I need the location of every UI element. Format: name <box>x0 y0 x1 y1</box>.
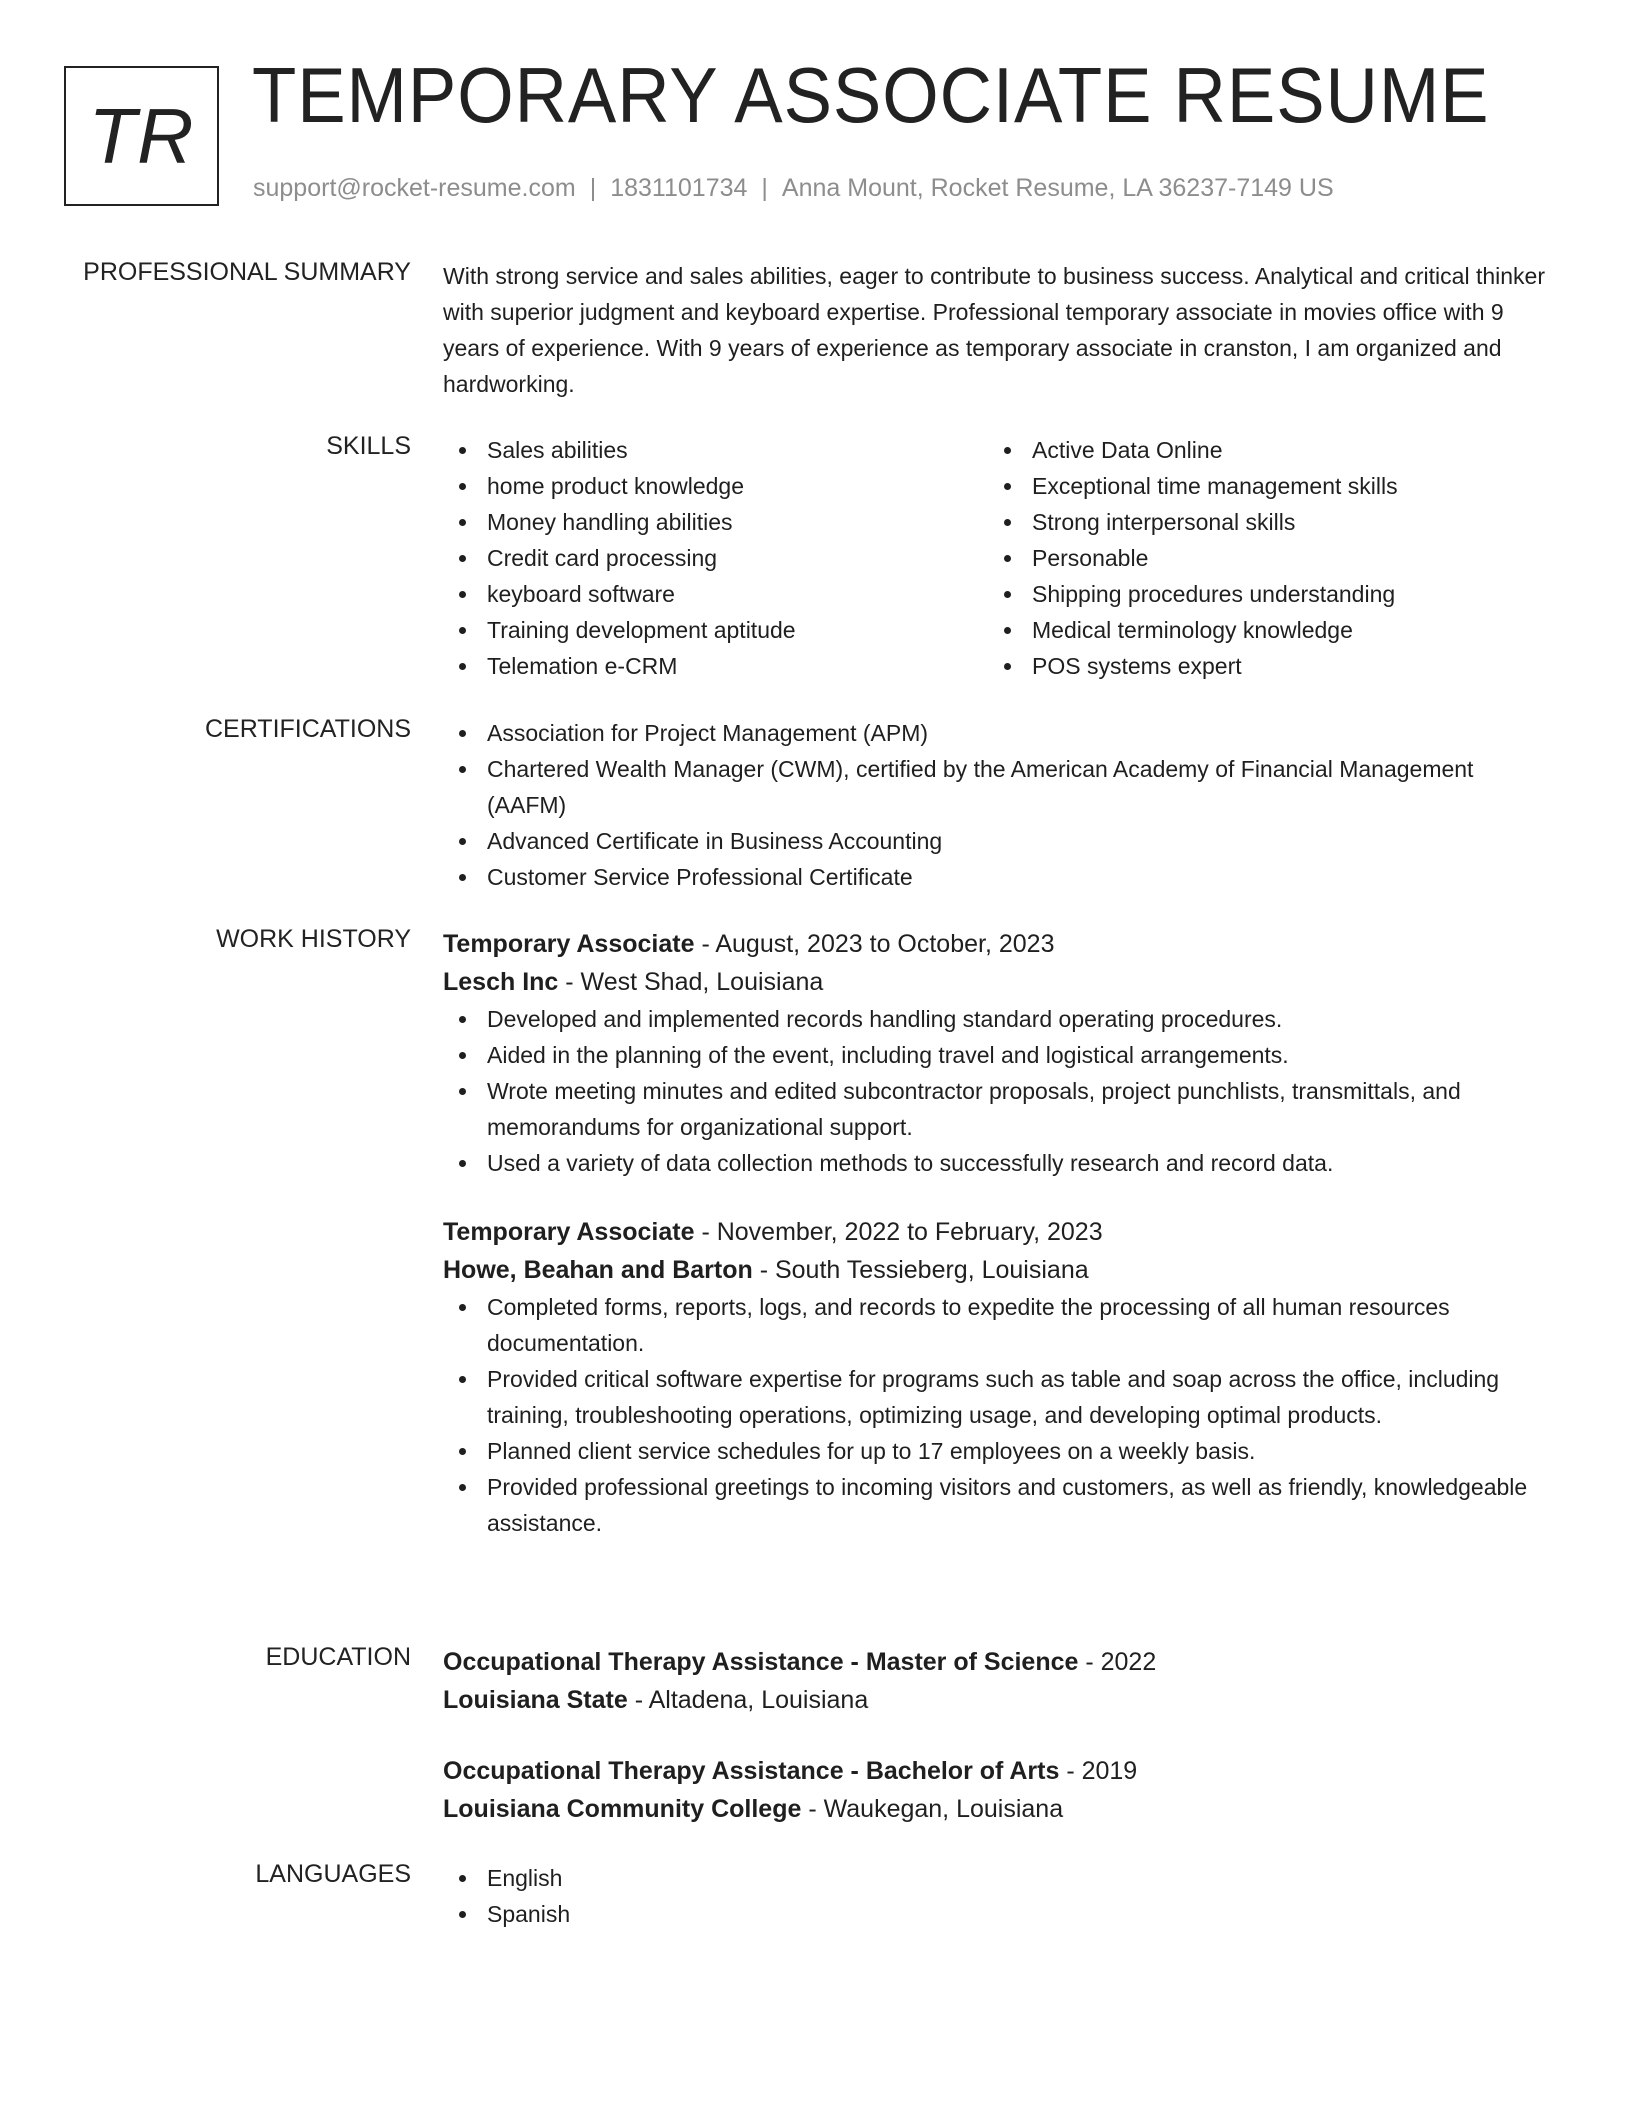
summary-text: With strong service and sales abilities, eager to contribute to business success. Analytical and critical thinker with superior judgment and keyboard expertise. Professional temporary associate in movies office with 9 years of experience. With 9 years of experience as temporary associate in cranston, I am organized and hardworking. <box>443 263 1545 397</box>
list-item: Sales abilities <box>443 432 988 468</box>
education-year: - 2019 <box>1059 1757 1138 1785</box>
list-item: English <box>443 1860 1553 1896</box>
education-degree: Occupational Therapy Assistance - Master of Science <box>443 1648 1079 1676</box>
education-degree-line <box>443 1752 1553 1790</box>
job-title: Temporary Associate <box>443 930 695 958</box>
education-degree: Occupational Therapy Assistance - Bachelor of Arts <box>443 1757 1060 1785</box>
monogram-logo: TR <box>64 66 219 206</box>
section-label: WORK HISTORY <box>216 925 411 953</box>
list-item: Association for Project Management (APM) <box>443 715 1553 751</box>
list-item: Completed forms, reports, logs, and records to expedite the processing of all human resources documentation. <box>443 1289 1553 1361</box>
education-school: Louisiana State <box>443 1686 628 1714</box>
job-company-line <box>443 1251 1553 1289</box>
skills-columns <box>443 432 1553 684</box>
job-company: Lesch Inc <box>443 968 559 996</box>
list-item: Telemation e-CRM <box>443 648 988 684</box>
list-item: keyboard software <box>443 576 988 612</box>
contact-address: Anna Mount, Rocket Resume, LA 36237-7149 US <box>781 174 1334 202</box>
section-label: CERTIFICATIONS <box>204 715 411 743</box>
languages-list <box>443 1860 1553 1932</box>
education-entry <box>443 1752 1553 1828</box>
list-item: Training development aptitude <box>443 612 988 648</box>
languages-body <box>443 1860 1553 1932</box>
list-item: Customer Service Professional Certificate <box>443 859 1553 895</box>
job-duties-list <box>443 1289 1553 1541</box>
education-body <box>443 1643 1553 1828</box>
list-item: Advanced Certificate in Business Accounting <box>443 823 1553 859</box>
list-item: Money handling abilities <box>443 504 988 540</box>
contact-separator: | <box>761 174 768 202</box>
job-entry <box>443 925 1553 1181</box>
list-item: Personable <box>988 540 1533 576</box>
job-company-line <box>443 963 1553 1001</box>
job-entry <box>443 1213 1553 1541</box>
education-location: - Waukegan, Louisiana <box>801 1795 1064 1823</box>
work-history-body <box>443 925 1553 1541</box>
job-location: - West Shad, Louisiana <box>558 968 824 996</box>
job-dates: - November, 2022 to February, 2023 <box>694 1218 1103 1246</box>
education-school-line <box>443 1790 1553 1828</box>
skills-list-left <box>443 432 988 684</box>
resume-title: TEMPORARY ASSOCIATE RESUME <box>252 51 1490 139</box>
contact-separator: | <box>589 174 597 202</box>
list-item: Provided professional greetings to incoming visitors and customers, as well as friendly, knowledgeable assistance. <box>443 1469 1553 1541</box>
education-school-line <box>443 1681 1553 1719</box>
section-label: PROFESSIONAL SUMMARY <box>83 258 411 286</box>
list-item: Used a variety of data collection methods to successfully research and record data. <box>443 1145 1553 1181</box>
job-duties-list <box>443 1001 1553 1181</box>
job-title: Temporary Associate <box>443 1218 695 1246</box>
list-item: POS systems expert <box>988 648 1533 684</box>
list-item: Spanish <box>443 1896 1553 1932</box>
list-item: Medical terminology knowledge <box>988 612 1533 648</box>
job-dates: - August, 2023 to October, 2023 <box>694 930 1055 958</box>
list-item: Developed and implemented records handling standard operating procedures. <box>443 1001 1553 1037</box>
list-item: Provided critical software expertise for programs such as table and soap across the office, including training, troubleshooting operations, optimizing usage, and developing optimal products. <box>443 1361 1553 1433</box>
list-item: Exceptional time management skills <box>988 468 1533 504</box>
list-item: home product knowledge <box>443 468 988 504</box>
education-school: Louisiana Community College <box>443 1795 802 1823</box>
section-label: EDUCATION <box>265 1643 411 1671</box>
contact-email: support@rocket-resume.com <box>253 174 576 202</box>
certifications-list <box>443 715 1553 895</box>
list-item: Planned client service schedules for up to 17 employees on a weekly basis. <box>443 1433 1553 1469</box>
education-location: - Altadena, Louisiana <box>627 1686 869 1714</box>
job-location: - South Tessieberg, Louisiana <box>752 1256 1089 1284</box>
certifications-body <box>443 715 1553 895</box>
section-label: SKILLS <box>326 432 411 460</box>
list-item: Active Data Online <box>988 432 1533 468</box>
list-item: Credit card processing <box>443 540 988 576</box>
list-item: Aided in the planning of the event, including travel and logistical arrangements. <box>443 1037 1553 1073</box>
job-company: Howe, Beahan and Barton <box>443 1256 753 1284</box>
contact-line <box>253 174 1334 203</box>
job-title-line <box>443 1213 1553 1251</box>
list-item: Shipping procedures understanding <box>988 576 1533 612</box>
education-year: - 2022 <box>1078 1648 1157 1676</box>
list-item: Strong interpersonal skills <box>988 504 1533 540</box>
education-degree-line <box>443 1643 1553 1681</box>
list-item: Chartered Wealth Manager (CWM), certified by the American Academy of Financial Management (AAFM) <box>443 751 1553 823</box>
job-title-line <box>443 925 1553 963</box>
contact-phone: 1831101734 <box>610 174 748 202</box>
section-label: LANGUAGES <box>255 1860 411 1888</box>
education-entry <box>443 1643 1553 1719</box>
list-item: Wrote meeting minutes and edited subcontractor proposals, project punchlists, transmittals, and memorandums for organizational support. <box>443 1073 1553 1145</box>
skills-list-right <box>988 432 1533 684</box>
